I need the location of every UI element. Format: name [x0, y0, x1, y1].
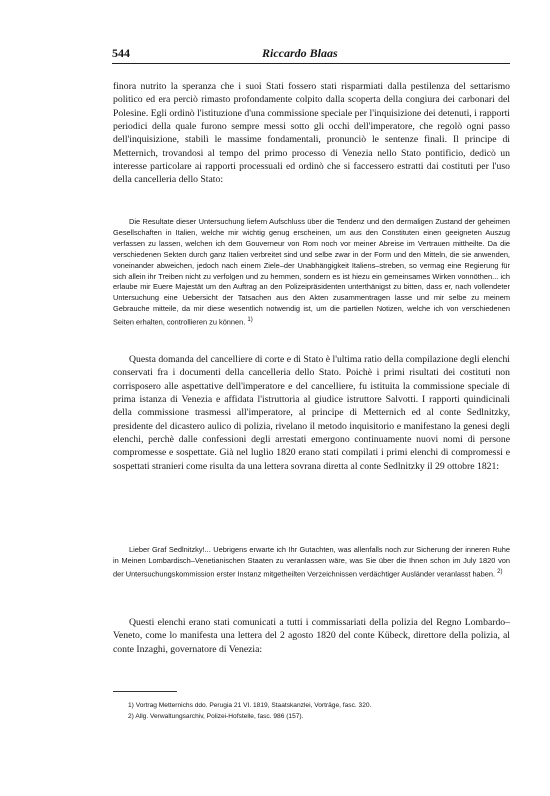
header-rule: [112, 63, 510, 64]
footnote-2: 2) Allg. Verwaltungsarchiv, Polizei-Hofstelle, fasc. 986 (157).: [128, 713, 304, 720]
page-number: 544: [112, 46, 130, 60]
page-header: [112, 46, 510, 62]
quote-sovereign-letter: [113, 545, 510, 580]
footnote-ref-1: 1): [247, 317, 253, 324]
quote-metternich: [113, 217, 510, 329]
paragraph-2: [113, 353, 510, 473]
footnote-1: 1) Vortrag Metternichs ddo. Perugia 21 VI. 1819, Staatskanzlei, Vorträge, fasc. 320.: [128, 702, 372, 709]
quote-sovereign-letter-text: Lieber Graf Sedlnitzky!... Uebrigens erwarte ich Ihr Gutachten, was allenfalls noch zur Sicherung der inneren Ruhe in Meinen Lombardisch–Venetianischen Staaten zu veranlassen wäre, was Sie über die Ihnen schon im July 1820 von der Untersuchungskommission erster Instanz mitgetheilten Verzeichnissen verdächtiger Ausländer veranlasst haben.: [113, 545, 510, 579]
running-title: Riccardo Blaas: [262, 46, 338, 60]
paragraph-2-text: Questa domanda del cancelliere di corte e di Stato è l'ultima ratio della compilazione degli elenchi conservati fra i documenti della cancelleria dello Stato. Poichè i primi risultati dei costituti non corrisposero alle aspettative dell'imperatore e del cancelliere, fu istituita la commissione speciale di prima istanza di Venezia e affidata l'istruttoria al giudice istruttore Salvotti. I rapporti quindicinali della commissione trasmessi all'imperatore, al principe di Metternich ed al conte Sedlnitzky, presidente del dicastero aulico di polizia, rivelano il metodo inquisitorio e manifestano la genesi degli elenchi, perchè dalle confessioni degli arrestati emergono continuamente nuovi nomi di persone compromesse e sospettate. Già nel luglio 1820 erano stati compilati i primi elenchi di compromessi e sospettati stranieri come risulta da una lettera sovrana diretta al conte Sedlnitzky il 29 ottobre 1821:: [113, 354, 510, 472]
footnote-rule: [113, 691, 177, 692]
quote-metternich-text: Die Resultate dieser Untersuchung liefern Aufschluss über die Tendenz und den dermaligen Zustand der geheimen Gesellschaften in Italien, welche mir wichtig genug erscheinen, um aus den Constituten einen geeigneten Auszug verfassen zu lassen, welchen ich dem Gouverneur von Rom noch vor meiner Abreise im Vertrauen mittheilte. Da die verschiedenen Sekten durch ganz Italien verbreitet sind und selbe zwar in der Form und den Mitteln, die sie anwenden, voneinander abweichen, jedoch nach einem Ziele–der Unabhängigkeit Italiens–streben, so vermag eine Regierung für sich allein ihr Treiben nicht zu verfolgen und zu hemmen, sondern es ist hiezu ein gemeinsames Wirken vonnöthen... ich erlaube mir Euere Majestät um den Auftrag an den Polizeipräsidenten unterthänigst zu bitten, dass er, nach vollendeter Untersuchung eine Uebersicht der Tatsachen aus den Akten zusammentragen lasse und mir selbe zu meinem Gebrauche mitteile, da mir diese wesentlich notwendig ist, um die partiellen Notizen, welche ich von verschiedenen Seiten erhalten, controllieren zu können.: [113, 217, 510, 327]
paragraph-3-text: Questi elenchi erano stati comunicati a tutti i commissariati della polizia del Regno Lombardo–Veneto, come lo manifesta una lettera del 2 agosto 1820 del conte Kübeck, direttore della polizia, al conte Inzaghi, governatore di Venezia:: [113, 617, 510, 655]
paragraph-1: [113, 80, 510, 187]
paragraph-3: [113, 616, 510, 656]
footnote-ref-2: 2): [497, 568, 503, 575]
paragraph-1-text: finora nutrito la speranza che i suoi Stati fossero stati risparmiati dalla pestilenza del settarismo politico ed era perciò rimasto profondamente colpito dalla scoperta della congiura dei carbonari del Polesine. Egli ordinò l'istituzione d'una commissione speciale per l'inquisizione dei detenuti, i rapporti periodici della quale furono sempre messi sotto gli occhi dell'imperatore, che regolò ogni passo dell'inquisizione, stabilì le massime fondamentali, pronunciò le sentenze finali. Il principe di Metternich, trovandosi al tempo del primo processo di Venezia nello Stato pontificio, dedicò un interesse particolare ai rapporti processuali ed ordinò che si faccessero estratti dai costituti per l'uso della cancelleria dello Stato:: [113, 81, 510, 186]
